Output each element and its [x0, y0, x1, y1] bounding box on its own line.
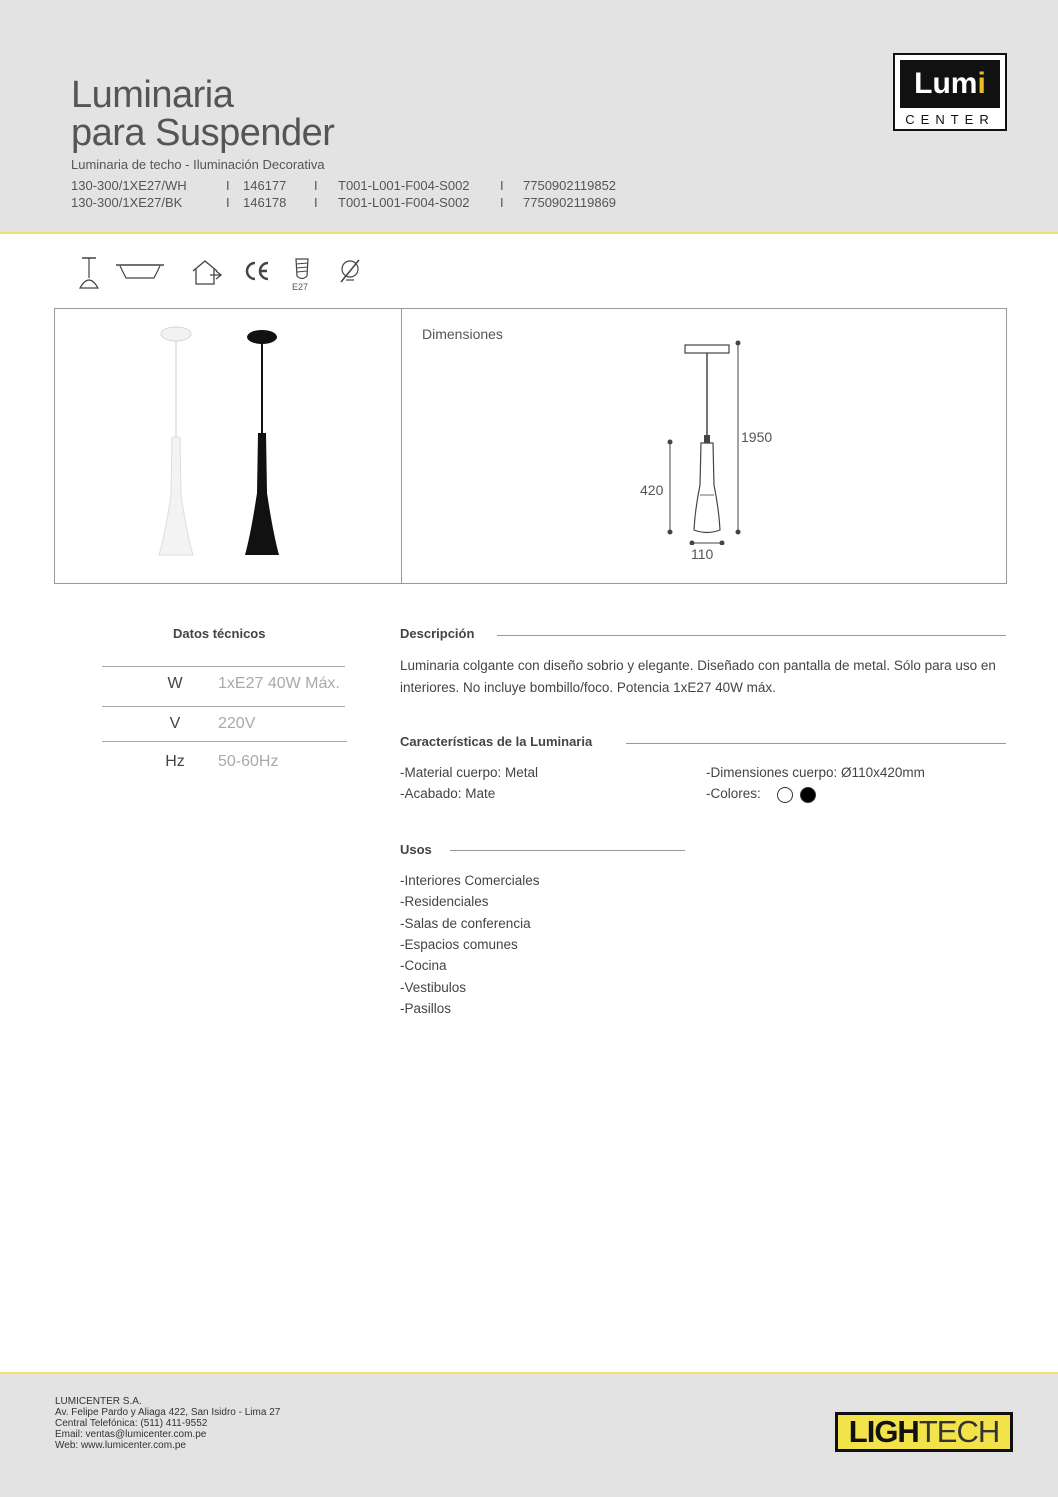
descripcion-title: Descripción	[400, 626, 475, 641]
ceiling-mount-icon	[116, 262, 164, 287]
logo-word-main: Lum	[914, 67, 978, 100]
indoor-home-icon	[190, 258, 224, 291]
datos-value: 50-60Hz	[218, 753, 279, 770]
not-dimmable-icon	[338, 258, 362, 289]
ean-code: 7750902119852	[523, 178, 617, 193]
footer-band	[0, 1372, 1058, 1497]
company-web: Web: www.lumicenter.com.pe	[55, 1440, 186, 1451]
item-id: 146178	[243, 195, 287, 210]
total-height-label: 1950	[741, 429, 773, 445]
datos-row	[102, 666, 345, 702]
ce-mark-icon	[244, 260, 272, 287]
dimension-drawing	[635, 335, 755, 545]
reference-code: T001-L001-F004-S002	[338, 195, 470, 210]
brand-soft: TECH	[918, 1414, 1000, 1449]
code-separator: I	[500, 178, 504, 193]
uso-item: -Pasillos	[400, 1001, 452, 1016]
model-code: 130-300/1XE27/WH	[71, 178, 187, 193]
datos-unit: Hz	[165, 753, 185, 770]
title-line-1: Luminaria	[71, 74, 234, 116]
e27-label: E27	[292, 282, 309, 292]
datos-value: 1xE27 40W Máx.	[218, 675, 340, 692]
header-band	[0, 0, 1058, 234]
reference-code: T001-L001-F004-S002	[338, 178, 470, 193]
code-separator: I	[314, 195, 318, 210]
caracteristicas-rule	[626, 743, 1006, 744]
lightech-logo	[835, 1412, 1013, 1452]
color-swatch-black	[800, 787, 816, 803]
body-height-label: 420	[640, 482, 664, 498]
descripcion-text: Luminaria colgante con diseño sobrio y elegante. Diseñado con pantalla de metal. Sólo para uso en interiores. No incluye bombillo/foco. Potencia 1xE27 40W máx.	[400, 658, 996, 695]
datos-row	[102, 741, 347, 777]
diameter-label: 110	[691, 546, 714, 562]
uso-item: -Espacios comunes	[400, 937, 518, 952]
code-separator: I	[226, 195, 230, 210]
logo-word-accent: i	[977, 67, 986, 100]
datos-row	[102, 706, 345, 742]
code-separator: I	[226, 178, 230, 193]
item-id: 146177	[243, 178, 287, 193]
image-divider	[401, 309, 402, 583]
uso-item: -Residenciales	[400, 894, 489, 909]
black-lamp-image	[245, 330, 279, 555]
brand-bold: LIGH	[848, 1414, 919, 1449]
company-address: Av. Felipe Pardo y Aliaga 422, San Isidro - Lima 27	[55, 1407, 281, 1418]
datos-value: 220V	[218, 715, 256, 732]
page-subtitle: Luminaria de techo - Iluminación Decorativa	[71, 157, 325, 172]
company-email: Email: ventas@lumicenter.com.pe	[55, 1429, 207, 1440]
logo-word-sub: CENTER	[905, 112, 995, 127]
model-code: 130-300/1XE27/BK	[71, 195, 183, 210]
company-info	[55, 1396, 280, 1451]
caracteristicas-title: Características de la Luminaria	[400, 734, 593, 749]
ean-code: 7750902119869	[523, 195, 617, 210]
company-name: LUMICENTER S.A.	[55, 1396, 142, 1407]
descripcion-rule	[497, 635, 1006, 636]
feature-colores: -Colores:	[706, 786, 761, 801]
color-swatch-white	[777, 787, 793, 803]
uso-item: -Salas de conferencia	[400, 916, 531, 931]
pendant-icon	[76, 254, 102, 295]
feature-acabado: -Acabado: Mate	[400, 786, 496, 801]
feature-dimensiones: -Dimensiones cuerpo: Ø110x420mm	[706, 765, 925, 780]
dimensions-title: Dimensiones	[422, 326, 503, 342]
company-phone: Central Telefónica: (511) 411-9552	[55, 1418, 208, 1429]
lumicenter-logo	[893, 53, 1007, 131]
datos-unit: V	[169, 715, 181, 732]
uso-item: -Vestibulos	[400, 980, 467, 995]
code-separator: I	[314, 178, 318, 193]
product-images-box	[54, 308, 1007, 584]
uso-item: -Interiores Comerciales	[400, 873, 540, 888]
datos-unit: W	[167, 675, 183, 692]
white-lamp-image	[159, 327, 193, 555]
feature-material: -Material cuerpo: Metal	[400, 765, 539, 780]
page-title	[71, 76, 334, 152]
uso-item: -Cocina	[400, 958, 447, 973]
code-separator: I	[500, 195, 504, 210]
title-line-2: para Suspender	[71, 112, 335, 154]
usos-title: Usos	[400, 842, 432, 857]
usos-rule	[450, 850, 685, 851]
datos-title: Datos técnicos	[173, 626, 266, 641]
product-photo	[147, 325, 297, 575]
